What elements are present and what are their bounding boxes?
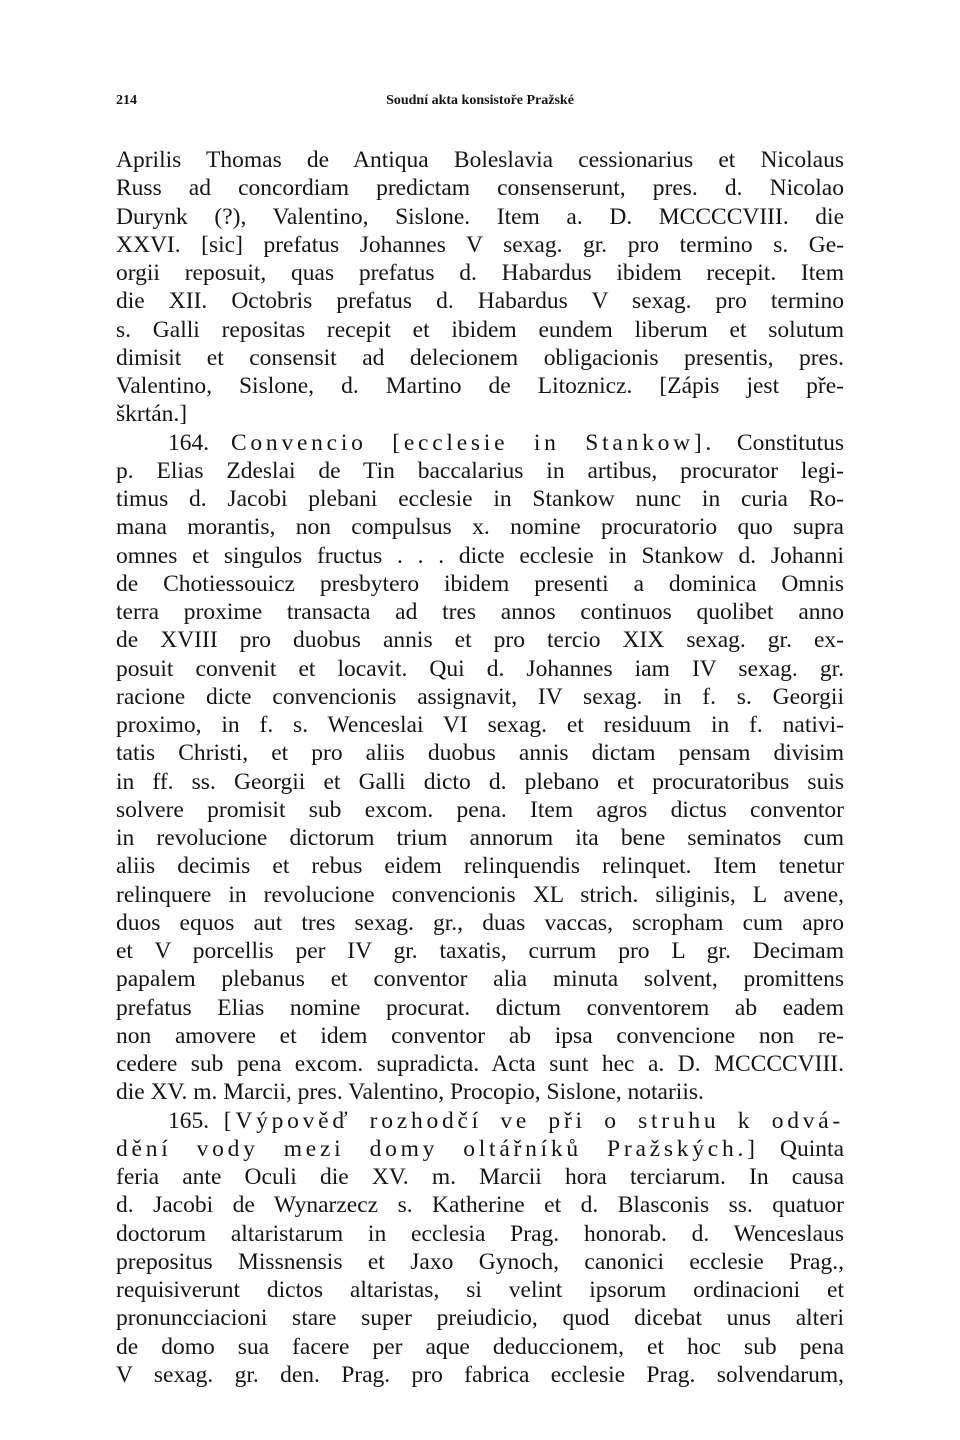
entry-number: 165.	[168, 1107, 210, 1134]
text-line: orgii reposuit, quas prefatus d. Habardus ibidem recepit. Item	[116, 260, 844, 286]
entry-164-heading-line	[116, 429, 844, 457]
text-line: proximo, in f. s. Wenceslai VI sexag. et residuum in f. nativi-	[116, 712, 844, 738]
text-line: requisiverunt dictos altaristas, si velint ipsorum ordinacioni et	[116, 1277, 844, 1303]
text-line: de XVIII pro duobus annis et pro tercio XIX sexag. gr. ex-	[116, 627, 844, 654]
text-line: mana morantis, non compulsus x. nomine procuratorio quo supra	[116, 514, 844, 541]
text-line: dimisit et consensit ad delecionem obligacionis presentis, pres.	[116, 344, 844, 371]
text-line: prefatus Elias nomine procurat. dictum conventorem ab eadem	[116, 994, 844, 1021]
page-number: 214	[116, 93, 137, 108]
text-line: prepositus Missnensis et Jaxo Gynoch, canonici ecclesie Prag.,	[116, 1248, 844, 1275]
text-line: doctorum altaristarum in ecclesia Prag. honorab. d. Wenceslaus	[116, 1220, 844, 1247]
running-title: Soudní akta konsistoře Pražské	[386, 93, 574, 108]
entry-heading-rest: Constitutus	[715, 429, 845, 456]
text-line: duos equos aut tres sexag. gr., duas vaccas, scropham cum apro	[116, 909, 844, 936]
entry-title-spaced: dění vody mezi domy oltářníků Pražských.]	[116, 1135, 759, 1162]
text-line: racione dicte convencionis assignavit, IV sexag. in f. s. Georgii	[116, 683, 844, 710]
entry-165-heading-continued	[116, 1135, 844, 1163]
text-line: papalem plebanus et conventor alia minuta solvent, promittens	[116, 966, 844, 993]
text-line: feria ante Oculi die XV. m. Marcii hora terciarum. In causa	[116, 1164, 844, 1190]
text-line: Durynk (?), Valentino, Sislone. Item a. D. MCCCCVIII. die	[116, 203, 844, 230]
text-line: timus d. Jacobi plebani ecclesie in Stankow nunc in curia Ro-	[116, 486, 844, 512]
entry-heading-rest: Quinta	[758, 1135, 844, 1162]
text-line: terra proxime transacta ad tres annos continuos quolibet anno	[116, 599, 844, 625]
text-line: solvere promisit sub excom. pena. Item agros dictus conventor	[116, 796, 844, 823]
body-text	[116, 146, 844, 1389]
running-head	[116, 93, 844, 113]
text-line: in revolucione dictorum trium annorum ita bene seminatos cum	[116, 825, 844, 851]
text-line: et V porcellis per IV gr. taxatis, currum pro L gr. Decimam	[116, 938, 844, 964]
text-line: non amovere et idem conventor ab ipsa convencione non re-	[116, 1022, 844, 1049]
entry-title-spaced: Convencio [ecclesie in Stankow].	[230, 429, 716, 456]
text-line: de Chotiessouicz presbytero ibidem presenti a dominica Omnis	[116, 570, 844, 597]
text-line: p. Elias Zdeslai de Tin baccalarius in artibus, procurator legi-	[116, 457, 844, 484]
text-line: škrtán.]	[116, 401, 188, 428]
entry-title-spaced: [Výpověď rozhodčí ve při o struhu k odvá-	[223, 1107, 845, 1134]
text-line: die XII. Octobris prefatus d. Habardus V sexag. pro termino	[116, 288, 844, 315]
entry-number: 164.	[168, 429, 210, 456]
text-line: tatis Christi, et pro aliis duobus annis dictam pensam divisim	[116, 740, 844, 767]
text-line: die XV. m. Marcii, pres. Valentino, Procopio, Sislone, notariis.	[116, 1079, 704, 1106]
text-line: s. Galli repositas recepit et ibidem eundem liberum et solutum	[116, 316, 844, 343]
text-line: Valentino, Sislone, d. Martino de Litoznicz. [Zápis jest pře-	[116, 373, 844, 399]
text-line: XXVI. [sic] prefatus Johannes V sexag. gr. pro termino s. Ge-	[116, 231, 844, 258]
text-line: Russ ad concordiam predictam consenserunt, pres. d. Nicolao	[116, 175, 844, 202]
text-line: Aprilis Thomas de Antiqua Boleslavia cessionarius et Nicolaus	[116, 147, 844, 173]
text-line: relinquere in revolucione convencionis XL strich. siliginis, L avene,	[116, 881, 844, 908]
text-line: V sexag. gr. den. Prag. pro fabrica ecclesie Prag. solvendarum,	[116, 1361, 844, 1388]
text-line: aliis decimis et rebus eidem relinquendis relinquet. Item tenetur	[116, 853, 844, 880]
text-line: cedere sub pena excom. supradicta. Acta sunt hec a. D. MCCCCVIII.	[116, 1051, 844, 1077]
text-line: pronuncciacioni stare super preiudicio, quod dicebat unus alteri	[116, 1305, 844, 1332]
text-line: de domo sua facere per aque deduccionem, et hoc sub pena	[116, 1333, 844, 1360]
entry-165-heading-line	[116, 1107, 844, 1135]
text-line: d. Jacobi de Wynarzecz s. Katherine et d. Blasconis ss. quatuor	[116, 1192, 844, 1219]
text-line: omnes et singulos fructus . . . dicte ecclesie in Stankow d. Johanni	[116, 542, 844, 569]
text-line: in ff. ss. Georgii et Galli dicto d. plebano et procuratoribus suis	[116, 768, 844, 795]
text-line: posuit convenit et locavit. Qui d. Johannes iam IV sexag. gr.	[116, 655, 844, 682]
